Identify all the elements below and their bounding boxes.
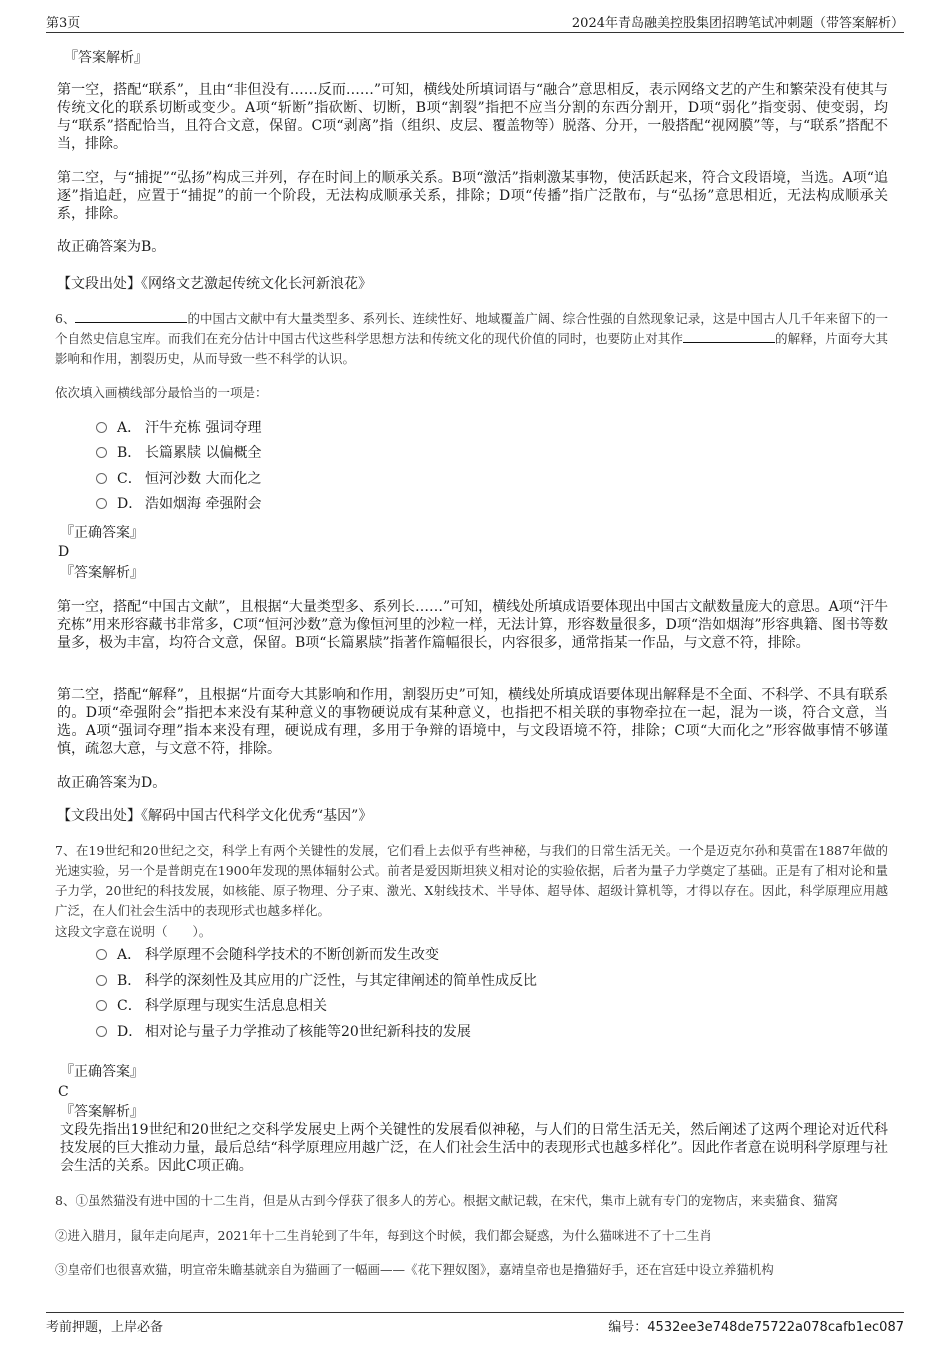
q6-option-a[interactable]: A． 汗牛充栋 强词夺理	[96, 418, 261, 438]
q7-option-b[interactable]: B． 科学的深刻性及其应用的广泛性，与其定律阐述的简单性成反比	[96, 971, 537, 991]
q5-analysis-tag: 『答案解析』	[64, 50, 148, 66]
footer-slogan: 考前押题，上岸必备	[46, 1320, 164, 1335]
radio-icon[interactable]	[96, 498, 107, 509]
q7-option-c[interactable]: C． 科学原理与现实生活息息相关	[96, 996, 327, 1016]
page-header	[46, 12, 904, 33]
q6-answer: D	[58, 544, 70, 560]
radio-icon[interactable]	[96, 975, 107, 986]
q8-line-3: ③皇帝们也很喜欢猫，明宣帝朱瞻基就亲自为猫画了一幅画——《花下狸奴图》，嘉靖皇帝也是撸猫好手，还在宫廷中设立养猫机构	[55, 1262, 774, 1277]
q6-conclusion: 故正确答案为D。	[57, 775, 167, 791]
q6-analysis-p1: 第一空，搭配“中国古文献”，且根据“大量类型多、系列长……”可知，横线处所填成语要体现出中国古文献数量庞大的意思。A项“汗牛充栋”用来形容藏书非常多，C项“恒河沙数”意为像恒河里的沙粒一样，无法计算，形容数量很多，D项“浩如烟海”形容典籍、图书等数量多，极为丰富，均符合文意，保留。B项“长篇累牍”指著作篇幅很长，内容很多，通常指某一作品，与文意不符，排除。	[57, 599, 888, 651]
q7-question: 7、在19世纪和20世纪之交，科学上有两个关键性的发展，它们看上去似乎有些神秘，与我们的日常生活无关。一个是迈克尔孙和莫雷在1887年做的光速实验，另一个是普朗克在1900年发现的黑体辐射公式。前者是爱因斯坦狭义相对论的实验依据，后者为量子力学奠定了基础。正是有了相对论和量子力学，20世纪的科技发展，如核能、原子物理、分子束、激光、X射线技术、半导体、超导体、超级计算机等，才得以存在。因此，科学原理应用越广泛，在人们社会生活中的表现形式也越多样化。	[55, 843, 888, 918]
radio-icon[interactable]	[96, 949, 107, 960]
q6-analysis-p2: 第二空，搭配“解释”，且根据“片面夸大其影响和作用，割裂历史”可知，横线处所填成语要体现出解释是不全面、不科学、不具有联系的。D项“牵强附会”指把本来没有某种意义的事物硬说成有某种意义，也指把不相关联的事物牵拉在一起，混为一谈，符合文意，当选。A项“强词夺理”指本来没有理，硬说成有理，多用于争辩的语境中，与文段语境不符，排除；C项“大而化之”形容做事情不够谨慎，疏忽大意，与文意不符，排除。	[57, 687, 888, 757]
q7-analysis-tag: 『答案解析』	[60, 1104, 144, 1120]
document-title: 2024年青岛融美控股集团招聘笔试冲刺题（带答案解析）	[571, 16, 904, 31]
page-footer	[46, 1312, 904, 1335]
q8-line-1: 8、①虽然猫没有进中国的十二生肖，但是从古到今俘获了很多人的芳心。根据文献记载，在宋代，集市上就有专门的宠物店，来卖猫食、猫窝	[55, 1193, 838, 1208]
q6-text-a: 的中国古文献中有大量类型多、系列长、连续性好、地域覆盖广阔、综合性强的自然现象记录，这是中国古人几千年来留下的一个自然史信息宝库。而我们在充分估计中国古代这些科学思想方法和传统文化的现代价值的同时，也要防止对其作	[55, 311, 888, 346]
q6-option-d[interactable]: D． 浩如烟海 牵强附会	[96, 494, 261, 514]
radio-icon[interactable]	[96, 447, 107, 458]
q7-analysis: 文段先指出19世纪和20世纪之交科学发展史上两个关键性的发展看似神秘，与人们的日常生活无关，然后阐述了这两个理论对近代科技发展的巨大推动力量，最后总结“科学原理应用越广泛，在人们社会生活中的表现形式也越多样化”。因此作者意在说明科学原理与社会生活的关系。因此C项正确。	[60, 1122, 888, 1174]
q6-source: 【文段出处】《解码中国古代科学文化优秀“基因”》	[57, 808, 373, 824]
q8-line-2: ②进入腊月，鼠年走向尾声，2021年十二生肖轮到了牛年，每到这个时候，我们都会疑惑，为什么猫咪进不了十二生肖	[55, 1228, 712, 1243]
q6-analysis-tag: 『答案解析』	[60, 565, 144, 581]
q5-analysis-p2: 第二空，与“捕捉”“弘扬”构成三并列，存在时间上的顺承关系。B项“激活”指刺激某事物，使活跃起来，符合文段语境，当选。A项“追逐”指追赶，应置于“捕捉”的前一个阶段，无法构成顺承关系，排除；D项“传播”指广泛散布，与“弘扬”意思相近，无法构成顺承关系，排除。	[57, 170, 888, 222]
q7-answer-tag: 『正确答案』	[60, 1064, 144, 1080]
q7-option-d[interactable]: D． 相对论与量子力学推动了核能等20世纪新科技的发展	[96, 1022, 471, 1042]
q6-option-c[interactable]: C． 恒河沙数 大而化之	[96, 469, 261, 489]
q5-source: 【文段出处】《网络文艺激起传统文化长河新浪花》	[57, 276, 372, 292]
q5-conclusion: 故正确答案为B。	[57, 239, 166, 255]
radio-icon[interactable]	[96, 473, 107, 484]
q7-option-a[interactable]: A． 科学原理不会随科学技术的不断创新而发生改变	[96, 945, 439, 965]
radio-icon[interactable]	[96, 422, 107, 433]
q6-option-b[interactable]: B． 长篇累牍 以偏概全	[96, 443, 261, 463]
q6-blank-1	[75, 310, 187, 323]
radio-icon[interactable]	[96, 1026, 107, 1037]
q6-number: 6、	[55, 311, 76, 326]
q6-text-b: 的解释，片面夸大其影响和作用，割裂历史，从而导致一些不科学的认识。	[55, 331, 888, 366]
page-number: 第3页	[46, 16, 81, 31]
q5-analysis-p1: 第一空，搭配“联系”，且由“非但没有……反而……”可知，横线处所填词语与“融合”意思相反，表示网络文艺的产生和繁荣没有使其与传统文化的联系切断或变少。A项“斩断”指砍断、切断，B项“割裂”指把不应当分割的东西分割开，D项“弱化”指变弱、使变弱，均与“联系”搭配恰当，且符合文意，保留。C项“剥离”指（组织、皮层、覆盖物等）脱落、分开，一般搭配“视网膜”等，与“联系”搭配不当，排除。	[57, 82, 888, 152]
q6-blank-2	[683, 330, 775, 343]
radio-icon[interactable]	[96, 1000, 107, 1011]
q7-prompt: 这段文字意在说明（ ）。	[55, 924, 212, 939]
q6-prompt: 依次填入画横线部分最恰当的一项是：	[55, 385, 268, 400]
q6-question	[55, 309, 888, 369]
footer-code: 编号：4532ee3e748de75722a078cafb1ec087	[608, 1320, 904, 1335]
q7-answer: C	[58, 1084, 69, 1100]
q6-answer-tag: 『正确答案』	[60, 525, 144, 541]
